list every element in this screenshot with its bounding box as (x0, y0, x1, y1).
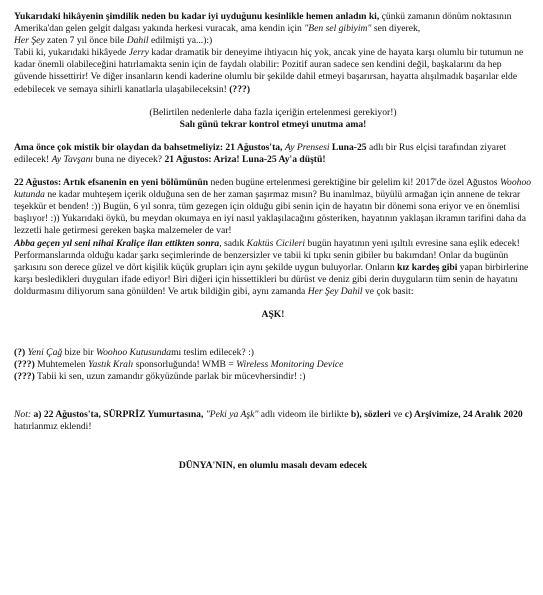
question-line-1 (14, 347, 532, 359)
q1-mark: (?) (14, 347, 28, 359)
note-text-3: hatırlanmız eklendi! (14, 421, 92, 433)
main-text-6: ve çok basit: (362, 285, 414, 297)
main-text-5: yapan birbirlerine karşı besledikleri duyguları ifade ediyor! Biri diğeri için hissettikleri bu dürüst ve deniz gibi derin duyguların tüm senin de hayatını doldurmasını diliyorum sana gönülden! Ve artık bildiğin gibi, aynı zamanda (14, 261, 529, 297)
note-text: adlı videom ile birlikte (258, 409, 351, 421)
question-line-2 (14, 359, 532, 371)
reminder-line (14, 119, 532, 131)
main-text-4: bugün hayatının yeni ışıltılı evresine sana eşlik edecek! Performanslarında olduğu kadar şarkı seçimlerinde de benzersizler ve tabii ki tıpkı senin gibiler bu bakımdan! Onlar da bugünün şarkısını son derece güzel ve dört kişilik küçük grupları için aynı şekilde uygun buluyorlar. Onların (14, 237, 520, 273)
paragraph-main (14, 177, 532, 298)
note-b-bold: b), sözleri (350, 409, 391, 421)
intro-quote: "Ben sel gibiyim" (304, 23, 372, 35)
main-text: neden bugüne ertelenmesi gerektiğine bir gelelim ki! 2017'de özel Ağustos (208, 177, 500, 189)
q3-text: Tabii ki sen, uzun zamandır gökyüzünde parlak bir mücevhersindir! :) (34, 371, 306, 383)
q2-text-2: sponsorluğunda! WMB = (133, 359, 237, 371)
intro-bold-lead: Yukarıdaki hikâyenin şimdilik neden bu kadar iyi uyduğunu kesinlikle hemen anladın ki, (14, 11, 380, 22)
main-text-2: ne kadar muhteşem içerik olduğuna sen de her zaman şaşırmaz mısın? Bu inanılmaz, büyülü armağan için annene de tekrar teşekkür et benden! :)) Bugün, 6 yıl sonra, tüm gezegen için olduğu gibi senin için de hayatın bir dönemi sona eriyor ve en önemlisi başlıyor! :)) Yukarıdaki öykü, bu meydan okumaya en iyi nasıl yaklaşılacağını gösteriken, hayatının yaklaşan ikramın tarifini daha da lezzetli hale getirmesi gereken başka malzemeler de var! (14, 189, 526, 237)
q2-yastik: Yastık Kralı (88, 359, 134, 371)
main-her-sey-dahil: Her Şey Dahil (307, 285, 363, 297)
luna-text: adlı bir Rus elçisi tarafından ziyaret edilecek! (14, 141, 507, 165)
luna-bold-lead: Ama önce çok mistik bir olaydan da bahsetmeliyiz: 21 Ağustos'ta, (14, 141, 285, 153)
luna-text-2: buna ne diyecek? (93, 153, 165, 165)
main-kiz-kardes: kız kardeş gibi (397, 261, 458, 273)
note-label: Not: (14, 409, 32, 421)
intro-text-4: edilmişti ya...):) (148, 35, 213, 47)
intro-text-2: sen diyerek, (371, 23, 421, 35)
footer-line (14, 460, 532, 472)
luna-crash-bold: 21 Ağustos: Ariza! Luna-25 Ay'a düştü! (164, 153, 326, 165)
luna-25-bold: Luna-25 (329, 141, 367, 153)
note-surpriz: SÜRPRİZ (103, 409, 146, 421)
main-abba-bold: Abba geçen yıl seni nihai Kraliçe ilan ettikten sonra (14, 237, 220, 249)
luna-ay-prensesi: Ay Prensesi (284, 141, 330, 153)
ask-heading (14, 309, 532, 321)
note-yumurta: Yumurtasına, (145, 409, 206, 421)
main-text-3: , sadık (219, 237, 247, 249)
postpone-note: (Belirtilen nedenlerle daha fazla içeriğin ertelenmesi gerekiyor!) (149, 106, 397, 118)
intro-question-marks: (???) (229, 83, 251, 95)
reminder-bold: Salı günü tekrar kontrol etmeyi unutma ama! (179, 118, 367, 130)
note-a-bold: a) 22 Ağustos'ta, (31, 409, 104, 421)
main-bold-lead: 22 Ağustos: Artık efsanenin en yeni bölümünün (14, 177, 209, 189)
intro-text-5: Tabii ki, yukarıdaki hikâyede (14, 47, 129, 59)
footer-bold: DÜNYA'NIN, en olumlu masalı devam edecek (178, 459, 368, 471)
intro-text-3: zaten 7 yıl önce bile (44, 35, 127, 47)
main-kaktus: Kaktüs Cicileri (246, 237, 306, 249)
intro-text-6: kadar dramatik bir deneyime ihtiyacın hiç yok, ancak yine de hayata karşı olumlu bir tutumun ne kadar önemli olabileceğini hatırlamakta senin için de faydalı olabilir: Pozitif auran sadece sen kendini değil, başkalarını da hep güvende hissettirir! Ve diğer insanların kendi kaderine olumlu bir şekilde dahil etmeyi başarırsan, hayatta alışılmadık başarılar elde edebilecek ve semaya sihirli kanatlarla ulaşabileceksin! (14, 47, 524, 95)
intro-dahil: Dahil (126, 35, 149, 47)
note-c-bold: c) Arşivimize, 24 Aralık 2020 (404, 409, 523, 421)
paragraph-luna (14, 142, 532, 166)
q3-mark: (???) (14, 371, 35, 383)
q1-woohoo: Woohoo Kutusunda (96, 347, 172, 359)
q2-mark: (???) (14, 359, 35, 371)
note-video-title: "Peki ya Aşk" (205, 409, 259, 421)
q1-text: bize bir (62, 347, 97, 359)
luna-ay-tavsani: Ay Tavşanı (51, 153, 94, 165)
q2-text: Muhtemelen (34, 359, 89, 371)
ask-bold: AŞK! (261, 308, 285, 320)
note-paragraph (14, 409, 532, 433)
note-text-2: ve (390, 409, 405, 421)
intro-jerry: Jerry (128, 47, 149, 59)
paragraph-intro (14, 11, 532, 96)
q2-wmb: Wireless Monitoring Device (236, 359, 344, 371)
q1-yeni-cag: Yeni Çağ (27, 347, 63, 359)
q1-text-2: mı teslim edilecek? :) (171, 347, 254, 359)
main-woohoo: Woohoo kutunda (14, 177, 532, 201)
intro-text: çünkü zamanın dönüm noktasının Amerika'dan gelen gelgit dalgası yakında herkesi vuracak, ama kendin için (14, 11, 512, 35)
question-line-3 (14, 371, 532, 383)
intro-her-sey: Her Şey (14, 35, 45, 47)
document-page (14, 11, 532, 472)
